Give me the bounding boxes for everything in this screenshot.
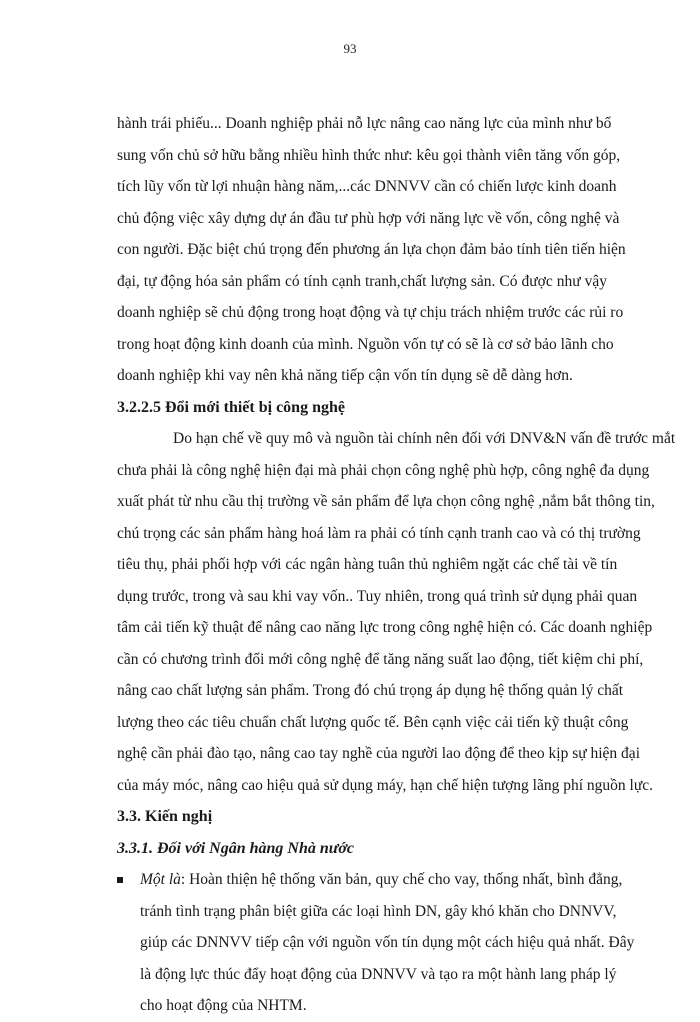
- page-number: 93: [343, 41, 357, 56]
- text-line: cho hoạt động của NHTM.: [140, 997, 307, 1014]
- text-line: giúp các DNNVV tiếp cận với nguồn vốn tín dụng một cách hiệu quả nhất. Đây: [140, 934, 635, 951]
- text-line: con người. Đặc biệt chú trọng đến phương án lựa chọn đảm bảo tính tiên tiến hiện: [117, 241, 626, 258]
- text-line: tâm cải tiến kỹ thuật để nâng cao năng lực trong công nghệ hiện có. Các doanh nghiệp: [117, 619, 653, 636]
- text-line: tiêu thụ, phải phối hợp với các ngân hàng tuân thủ nghiêm ngặt các chế tài về tín: [117, 556, 618, 573]
- text-line: nghệ cần phải đào tạo, nâng cao tay nghề của người lao động để theo kịp sự hiện đại: [117, 745, 640, 762]
- list-item: [117, 864, 635, 1022]
- text-line: chú trọng các sản phẩm hàng hoá làm ra phải có tính cạnh tranh cao và có thị trường: [117, 524, 641, 542]
- text-line: lượng theo các tiêu chuẩn chất lượng quốc tế. Bên cạnh việc cải tiến kỹ thuật công: [117, 713, 629, 731]
- text-line: nâng cao chất lượng sản phẩm. Trong đó chú trọng áp dụng hệ thống quản lý chất: [117, 682, 624, 699]
- text-line: xuất phát từ nhu cầu thị trường về sản phẩm để lựa chọn công nghệ ,nắm bắt thông tin,: [117, 493, 655, 510]
- text-line: chủ động việc xây dựng dự án đầu tư phù hợp với năng lực về vốn, công nghệ và: [117, 209, 620, 227]
- paragraph-capital: [117, 108, 626, 392]
- text-line: sung vốn chủ sở hữu bằng nhiều hình thức như: kêu gọi thành viên tăng vốn góp,: [117, 146, 621, 164]
- text-line: đại, tự động hóa sản phẩm có tính cạnh tranh,chất lượng sản. Có được như vậy: [117, 272, 607, 290]
- text-line: chưa phải là công nghệ hiện đại mà phải chọn công nghệ phù hợp, công nghệ đa dụng: [117, 461, 650, 479]
- paragraph-technology: [117, 423, 676, 801]
- square-bullet-icon: [117, 877, 123, 883]
- section-heading-3225: 3.2.2.5 Đổi mới thiết bị công nghệ: [117, 398, 345, 416]
- text-line: trong hoạt động kinh doanh của mình. Nguồn vốn tự có sẽ là cơ sở bảo lãnh cho: [117, 335, 614, 353]
- text-line: dụng trước, trong và sau khi vay vốn.. Tuy nhiên, trong quá trình sử dụng phải quan: [117, 587, 638, 605]
- text-line: Do hạn chế về quy mô và nguồn tài chính nên đối với DNV&N vấn đề trước mắt: [173, 430, 676, 447]
- text-line: tích lũy vốn từ lợi nhuận hàng năm,...các DNNVV cần có chiến lược kinh doanh: [117, 178, 617, 195]
- text-line: là động lực thúc đẩy hoạt động của DNNVV và tạo ra một hành lang pháp lý: [140, 965, 617, 983]
- document-body: [117, 108, 676, 1022]
- text-line: [140, 864, 623, 896]
- section-heading-331: 3.3.1. Đối với Ngân hàng Nhà nước: [117, 839, 355, 857]
- bullet-text: : Hoàn thiện hệ thống văn bản, quy chế cho vay, thống nhất, bình đẳng,: [180, 871, 623, 888]
- text-line: doanh nghiệp sẽ chủ động trong hoạt động và tự chịu trách nhiệm trước các rủi ro: [117, 304, 624, 321]
- text-line: tránh tình trạng phân biệt giữa các loại hình DN, gây khó khăn cho DNNVV,: [140, 902, 617, 920]
- text-line: cần có chương trình đổi mới công nghệ để tăng năng suất lao động, tiết kiệm chi phí,: [117, 650, 644, 668]
- text-line: của máy móc, nâng cao hiệu quả sử dụng máy, hạn chế hiện tượng lãng phí nguồn lực.: [117, 776, 654, 794]
- text-line: hành trái phiếu... Doanh nghiệp phải nỗ lực nâng cao năng lực của mình như bổ: [117, 115, 612, 132]
- section-heading-33: 3.3. Kiến nghị: [117, 808, 213, 825]
- text-line: doanh nghiệp khi vay nên khả năng tiếp cận vốn tín dụng sẽ dễ dàng hơn.: [117, 367, 573, 384]
- bullet-label: Một là: [140, 871, 181, 888]
